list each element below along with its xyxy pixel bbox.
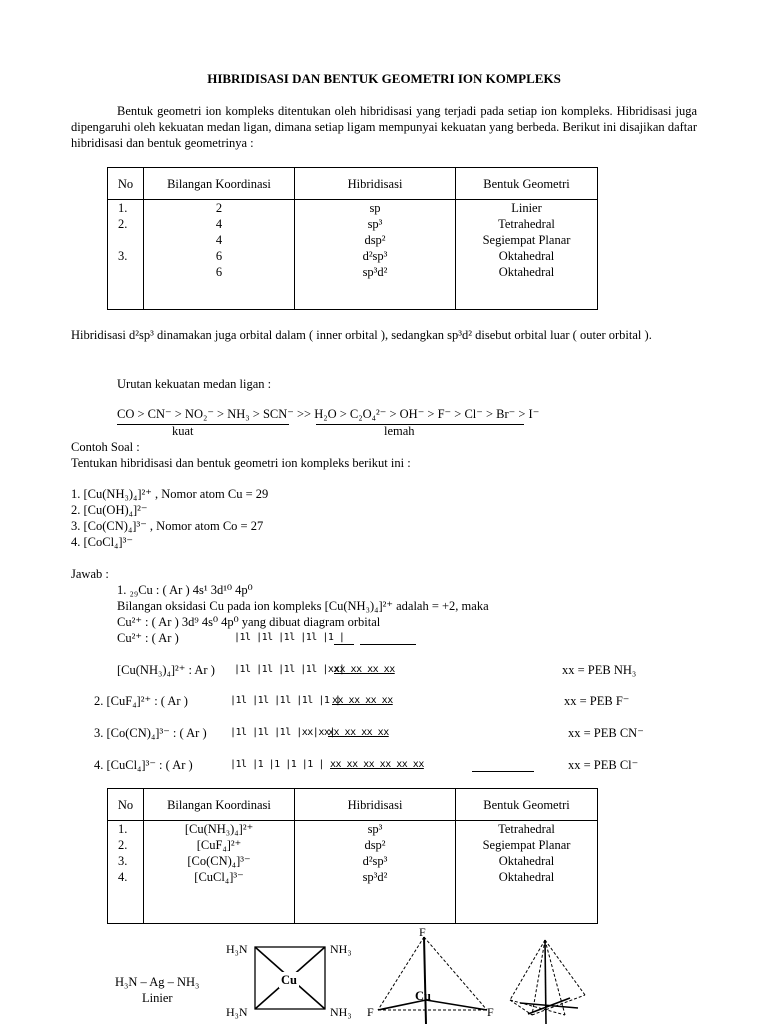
tetra-ligand-left: F — [367, 1005, 374, 1019]
header-hybridization: Hibridisasi — [295, 168, 456, 200]
complex1-orbital-boxes: |1l |1l |1l |1l |xx| — [234, 664, 345, 675]
planar-ligand-tr: NH₃ — [330, 942, 352, 956]
table-cell: dsp² — [364, 838, 386, 852]
table-cell: [CuCl₄]³⁻ — [194, 870, 244, 884]
problem-item: 2. [Cu(OH)₄]²⁻ — [71, 503, 148, 517]
planar-ligand-tl: H₃N — [226, 942, 248, 956]
table-cell: 4 — [215, 217, 223, 231]
table-cell: 1. — [118, 201, 128, 215]
table-cell: sp³ — [367, 822, 383, 836]
header-hybridization: Hibridisasi — [295, 789, 456, 821]
table-cell: 6 — [215, 265, 223, 279]
table-cell: [Co(CN)₄]³⁻ — [187, 854, 251, 868]
table-cell: [CuF₄]²⁺ — [196, 838, 242, 852]
complex4-ligand-pairs: xx xx xx xx xx xx — [330, 759, 424, 770]
linear-label: Linier — [142, 991, 173, 1005]
example-task: Tentukan hibridisasi dan bentuk geometri ion kompleks berikut ini : — [71, 456, 411, 470]
weak-label: lemah — [384, 424, 415, 438]
tetra-ligand-right: F — [487, 1005, 494, 1019]
linear-formula: H₃N – Ag – NH₃ — [115, 975, 200, 989]
header-coordination: Bilangan Koordinasi — [144, 168, 295, 200]
tetrahedral-figure — [378, 937, 487, 1024]
table-cell: 3. — [118, 249, 128, 263]
complex3-peb: xx = PEB CN⁻ — [568, 726, 644, 740]
problem-item: 3. [Co(CN)₄]³⁻ , Nomor atom Co = 27 — [71, 519, 264, 533]
complex2-peb: xx = PEB F⁻ — [564, 694, 630, 708]
table-cell: 2 — [215, 201, 223, 215]
complex1-ligand-pairs: xx xx xx xx — [334, 664, 395, 675]
header-geometry: Bentuk Geometri — [456, 789, 598, 821]
table-cell: d²sp³ — [362, 854, 388, 868]
table-cell: 4 — [215, 233, 223, 247]
complex4-label: 4. [CuCl₄]³⁻ : ( Ar ) — [94, 758, 193, 772]
cu2-diagram-label: Cu²⁺ : ( Ar ) — [117, 631, 179, 645]
problem-item: 4. [CoCl₄]³⁻ — [71, 535, 133, 549]
complex2-label: 2. [CuF₄]²⁺ : ( Ar ) — [94, 694, 188, 708]
table-cell: Oktahedral — [498, 854, 555, 868]
table-cell: Segiempat Planar — [482, 838, 571, 852]
table-cell: 2. — [118, 838, 128, 852]
ligand-series: CO > CN⁻ > NO₂⁻ > NH₃ > SCN⁻ >> H₂O > C₂O₄²⁻ > OH⁻ > F⁻ > Cl⁻ > Br⁻ > I⁻ — [117, 407, 540, 421]
table-cell: 2. — [118, 217, 128, 231]
table-cell: Oktahedral — [498, 265, 555, 279]
table-cell: 3. — [118, 854, 128, 868]
table-cell: sp — [369, 201, 381, 215]
answer-label: Jawab : — [71, 567, 109, 581]
header-coordination: Bilangan Koordinasi — [144, 789, 295, 821]
page-title: HIBRIDISASI DAN BENTUK GEOMETRI ION KOMPLEKS — [207, 71, 561, 86]
table-cell: sp³d² — [362, 870, 388, 884]
complex1-peb: xx = PEB NH₃ — [562, 663, 637, 677]
table-cell: Tetrahedral — [498, 822, 555, 836]
table-cell: 6 — [215, 249, 223, 263]
header-no: No — [108, 168, 144, 200]
octahedral-figure — [510, 940, 585, 1024]
table-cell: [Cu(NH₃)₄]²⁺ — [184, 822, 254, 836]
example-heading: Contoh Soal : — [71, 440, 140, 454]
table-cell: sp³d² — [362, 265, 388, 279]
table-cell: dsp² — [364, 233, 386, 247]
complex3-ligand-pairs: xx xx xx xx — [328, 727, 389, 738]
planar-ligand-bl: H₃N — [226, 1005, 248, 1019]
table-cell: Segiempat Planar — [482, 233, 571, 247]
answer-cu2-config: Cu²⁺ : ( Ar ) 3d⁹ 4s⁰ 4p⁰ yang dibuat diagram orbital — [117, 615, 381, 629]
intro-text: Bentuk geometri ion kompleks ditentukan oleh hibridisasi yang terjadi pada setiap ion kompleks. Hibridisasi juga dipengaruhi oleh kekuatan medan ligan, dimana setiap ligam mempunyai kekuatan yang berbeda. Berikut ini disajikan daftar hibridisasi dan bentuk geometrinya : — [71, 104, 697, 150]
tetra-ligand-top: F — [419, 925, 426, 939]
complex2-orbital-boxes: |1l |1l |1l |1l |1 | — [230, 695, 341, 706]
cu2-orbital-boxes: |1l |1l |1l |1l |1 | — [234, 632, 345, 643]
header-no: No — [108, 789, 144, 821]
complex1-label: [Cu(NH₃)₄]²⁺ : Ar ) — [117, 663, 215, 677]
planar-ligand-br: NH₃ — [330, 1005, 352, 1019]
problem-item: 1. [Cu(NH₃)₄]²⁺ , Nomor atom Cu = 29 — [71, 487, 269, 501]
planar-center: Cu — [281, 973, 297, 987]
complex4-orbital-boxes: |1l |1 |1 |1 |1 | — [230, 759, 324, 770]
ligand-heading: Urutan kekuatan medan ligan : — [117, 377, 272, 391]
complex3-label: 3. [Co(CN)₄]³⁻ : ( Ar ) — [94, 726, 207, 740]
table-cell: 1. — [118, 822, 128, 836]
table-cell: Oktahedral — [498, 870, 555, 884]
table-cell: 4. — [118, 870, 128, 884]
table-cell: sp³ — [367, 217, 383, 231]
table-cell: Oktahedral — [498, 249, 555, 263]
complex4-peb: xx = PEB Cl⁻ — [568, 758, 639, 772]
orbital-note-text: Hibridisasi d²sp³ dinamakan juga orbital dalam ( inner orbital ), sedangkan sp³d² disebut orbital luar ( outer orbital ). — [71, 328, 652, 342]
complex3-orbital-boxes: |1l |1l |1l |xx|xx| — [230, 727, 335, 738]
table-cell: Linier — [511, 201, 542, 215]
tetra-center: Cu — [415, 989, 431, 1003]
complex2-ligand-pairs: xx xx xx xx — [332, 695, 393, 706]
answer-step1: 1. ₂₉Cu : ( Ar ) 4s¹ 3d¹⁰ 4p⁰ — [117, 583, 253, 597]
table-cell: Tetrahedral — [498, 217, 555, 231]
answer-oxidation: Bilangan oksidasi Cu pada ion kompleks [Cu(NH₃)₄]²⁺ adalah = +2, maka — [117, 599, 489, 613]
strong-label: kuat — [172, 424, 194, 438]
header-geometry: Bentuk Geometri — [456, 168, 598, 200]
table-cell: d²sp³ — [362, 249, 388, 263]
